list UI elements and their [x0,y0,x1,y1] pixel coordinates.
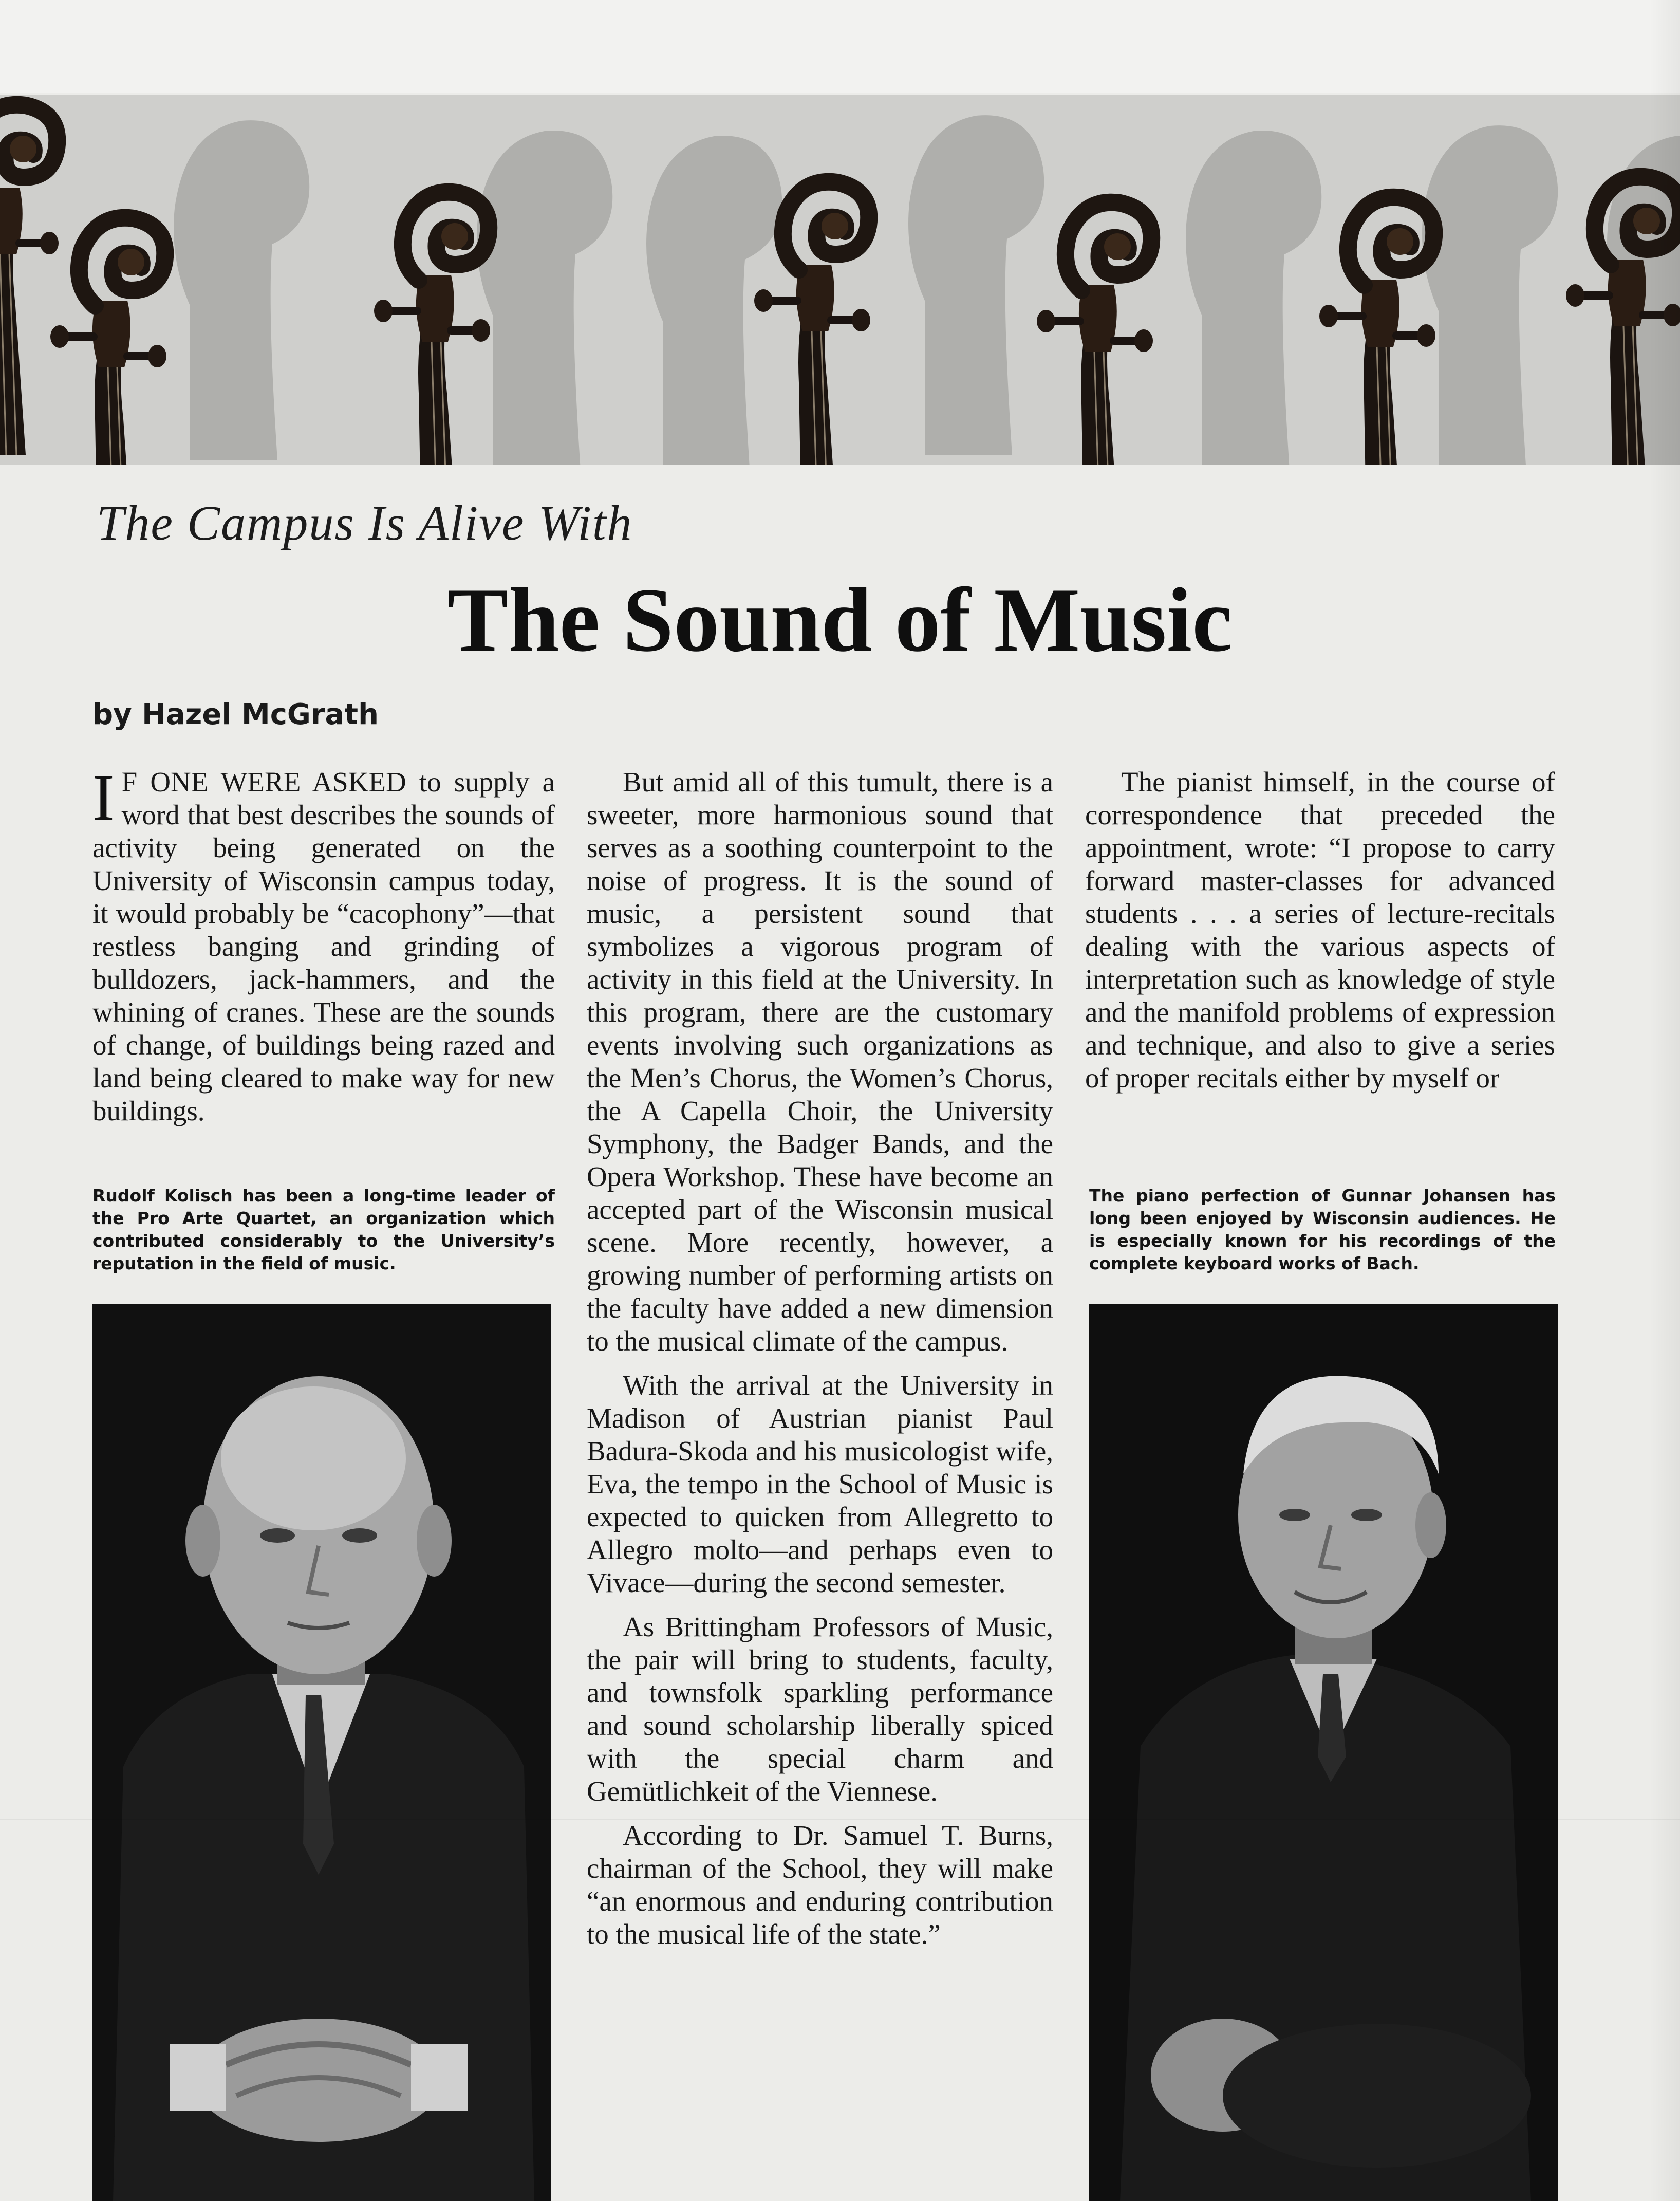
paragraph: With the arrival at the University in Madison of Austrian pianist Paul Badura-Skoda and his musicologist wife, Eva, the tempo in the School of Music is expected to quicken from Allegretto to Allegro molto—and perhaps even to Vivace—during the second semester. [587,1370,1053,1598]
portrait-photo-right [1089,1304,1558,2201]
portrait-illustration [92,1304,551,2201]
portrait-illustration [1089,1304,1558,2201]
paragraph: According to Dr. Samuel T. Burns, chairman of the School, they will make “an enormous and enduring contribution to the musical life of the state.” [587,1820,1053,1950]
paragraph: As Brittingham Professors of Music, the pair will bring to students, faculty, and townsfolk sparkling performance and sound scholarship liberally spiced with the special charm and Gemütlichkeit of the Viennese. [587,1611,1053,1807]
photo-caption-left: Rudolf Kolisch has been a long-time leader of the Pro Arte Quartet, an organization which contributed considerably to the University’s reputation in the field of music. [92,1186,555,1273]
article-title: The Sound of Music [447,569,1233,671]
drop-cap: I [92,761,115,834]
column-right [1085,766,1555,1106]
paragraph: But amid all of this tumult, there is a sweeter, more harmonious sound that serves as a soothing counterpoint to the noise of progress. It is the sound of music, a persistent sound that symbolizes a vigorous program of activity in this field at the University. In this program, there are the customary events involving such organizations as the Men’s Chorus, the Women’s Chorus, the A Capella Choir, the University Symphony, the Badger Bands, and the Opera Workshop. These have become an accepted part of the Wisconsin musical scene. More recently, however, a growing number of performing artists on the faculty have added a new dimension to the musical climate of the campus. [587,766,1053,1357]
top-margin [0,0,1680,93]
paper-fold-line [0,1819,1680,1820]
photo-caption-right: The piano perfection of Gunnar Johansen has long been enjoyed by Wisconsin audiences. He is especially known for his recordings of the complete keyboard works of Bach. [1089,1186,1556,1273]
column-middle [587,766,1053,1962]
article-kicker: The Campus Is Alive With [97,495,633,550]
banner-photo-instrument-scrolls [0,95,1680,465]
paragraph [92,761,555,1127]
article-byline: by Hazel McGrath [92,698,379,731]
portrait-photo-left [92,1304,551,2201]
paragraph: The pianist himself, in the course of correspondence that preceded the appointment, wrote: “I propose to carry forward master-classes for advanced students . . . a series of lecture-recitals dealing with the various aspects of interpretation such as knowledge of style and the manifold problems of expression and technique, and also to give a series of proper recitals either by myself or [1085,766,1555,1094]
page-edge-shadow [1649,0,1680,2201]
paragraph-text: F ONE WERE ASKED to supply a word that best describes the sounds of activity being generated on the University of Wisconsin campus today, it would probably be “cacophony”—that restless banging and grinding of bulldozers, jack-hammers, and the whining of cranes. These are the sounds of change, of buildings being razed and land being cleared to make way for new buildings. [92,766,555,1126]
column-left [92,761,555,1139]
scrolls-illustration [0,95,1680,465]
